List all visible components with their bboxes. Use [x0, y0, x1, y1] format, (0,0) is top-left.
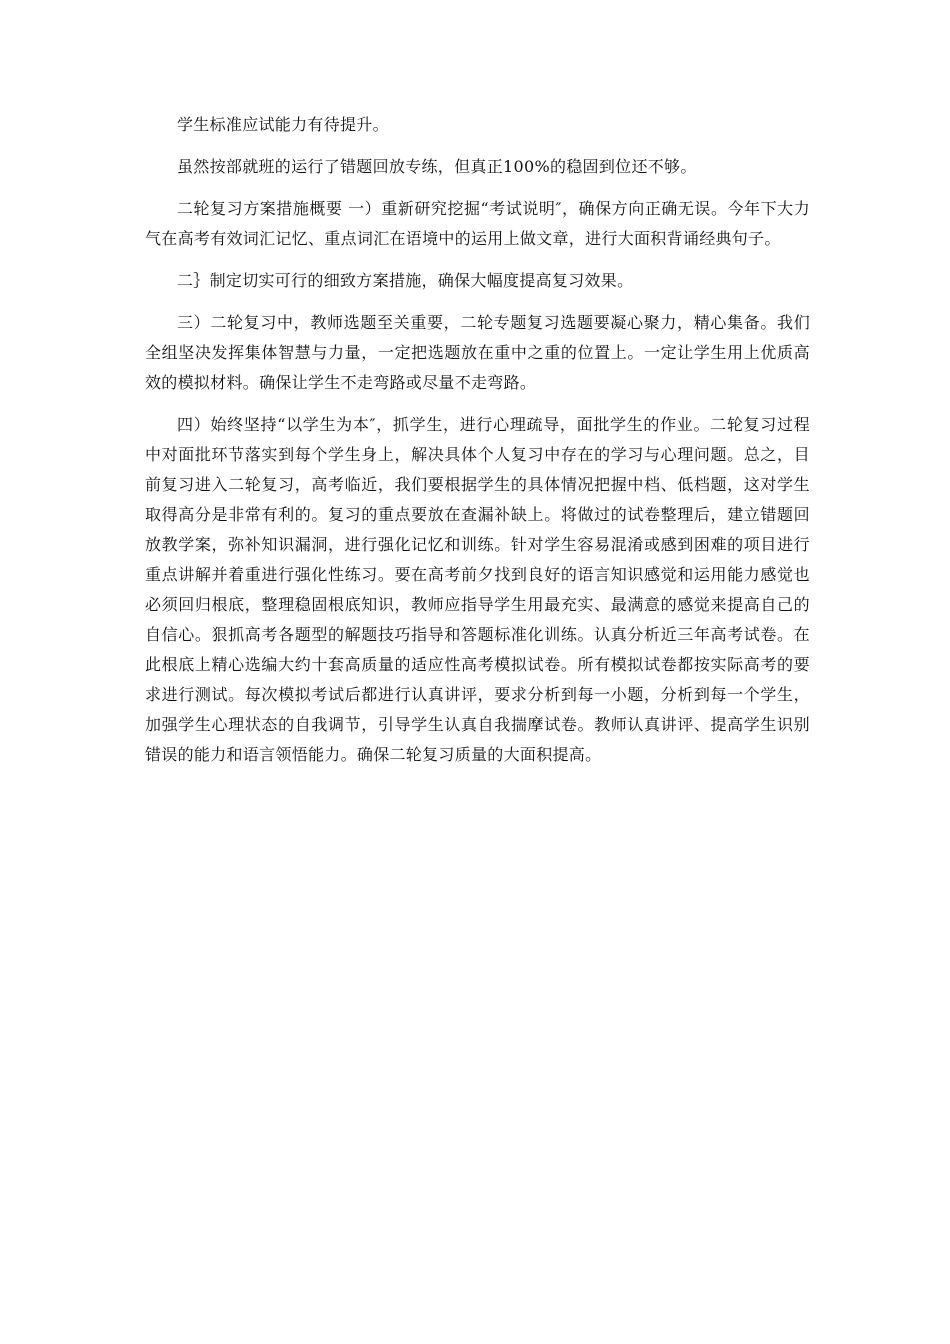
paragraph-3: 二轮复习方案措施概要 一）重新研究挖掘“考试说明″，确保方向正确无误。今年下大力气在高考有效词汇记忆、重点词汇在语境中的运用上做文章，进行大面积背诵经典句子。: [145, 199, 810, 248]
paragraph-5: 三）二轮复习中，教师选题至关重要，二轮专题复习选题要凝心聚力，精心集备。我们全组坚决发挥集体智慧与力量，一定把选题放在重中之重的位置上。一定让学生用上优质高效的模拟材料。确保让学生不走弯路或尽量不走弯路。: [145, 313, 810, 392]
paragraph-2: 虽然按部就班的运行了错题回放专练，但真正100%的稳固到位还不够。: [177, 157, 697, 176]
document-page: [145, 110, 810, 782]
paragraph-1: 学生标准应试能力有待提升。: [177, 115, 389, 134]
paragraph-6: 四）始终坚持“以学生为本″，抓学生，进行心理疏导，面批学生的作业。二轮复习过程中对面批环节落实到每个学生身上，解决具体个人复习中存在的学习与心理问题。总之，目前复习进入二轮复习，高考临近，我们要根据学生的具体情况把握中档、低档题，这对学生取得高分是非常有利的。复习的重点要放在查漏补缺上。将做过的试卷整理后，建立错题回放教学案，弥补知识漏洞，进行强化记忆和训练。针对学生容易混淆或感到困难的项目进行重点讲解并着重进行强化性练习。要在高考前夕找到良好的语言知识感觉和运用能力感觉也必须回归根底，整理稳固根底知识，教师应指导学生用最充实、最满意的感觉来提高自己的自信心。狠抓高考各题型的解题技巧指导和答题标准化训练。认真分析近三年高考试卷。在此根底上精心选编大约十套高质量的适应性高考模拟试卷。所有模拟试卷都按实际高考的要求进行测试。每次模拟考试后都进行认真讲评，要求分析到每一小题，分析到每一个学生，加强学生心理状态的自我调节，引导学生认真自我揣摩试卷。教师认真讲评、提高学生识别错误的能力和语言领悟能力。确保二轮复习质量的大面积提高。: [145, 415, 810, 764]
paragraph-4: 二｝制定切实可行的细致方案措施，确保大幅度提高复习效果。: [177, 271, 634, 290]
